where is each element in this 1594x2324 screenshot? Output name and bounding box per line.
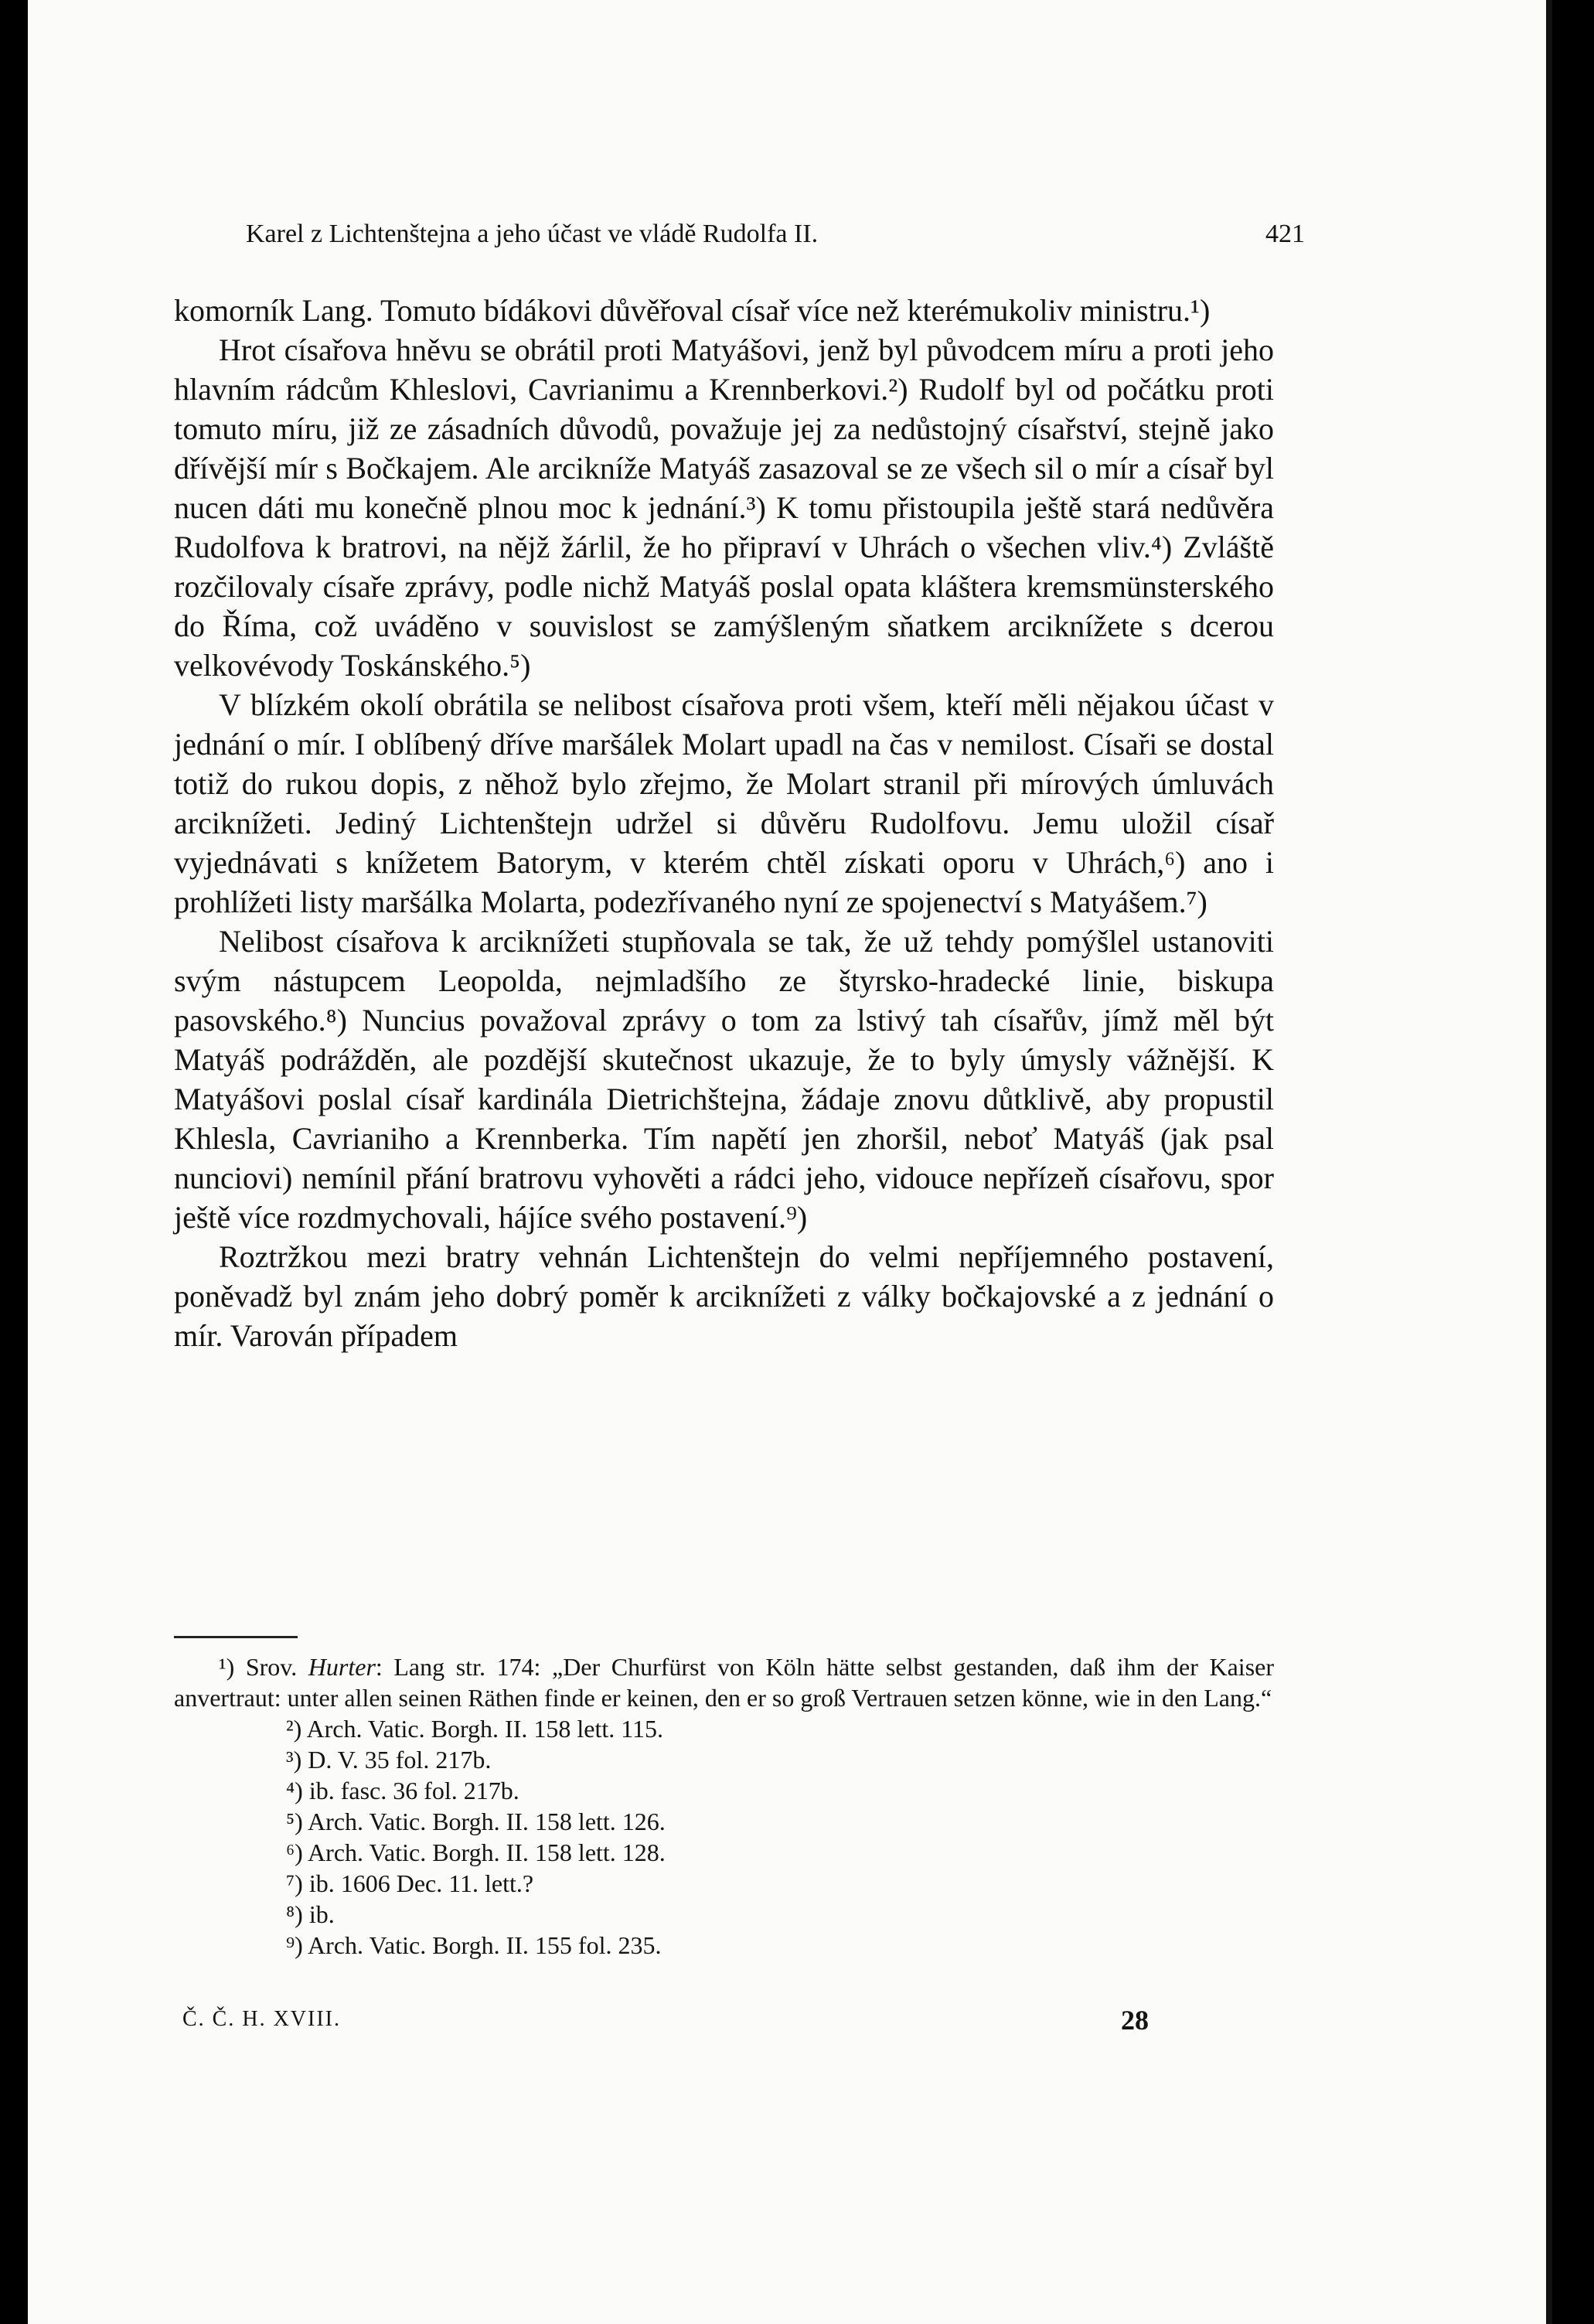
running-title: Karel z Lichtenštejna a jeho účast ve vládě Rudolfa II.	[246, 220, 819, 248]
main-text	[174, 291, 1274, 1355]
footnote-1-author: Hurter	[308, 1653, 376, 1681]
paragraph-5: Roztržkou mezi bratry vehnán Lichtenštejn do velmi nepříjemného postavení, poněvadž byl znám jeho dobrý poměr k arciknížeti z války bočkajovské a z jednání o mír. Varován případem	[174, 1239, 1274, 1353]
footnote-5: ⁵) Arch. Vatic. Borgh. II. 158 lett. 126.	[286, 1808, 666, 1835]
footnote-1-text: : Lang str. 174: „Der Churfürst von Köln hätte selbst gestanden, daß ihm der Kaiser anvertraut: unter allen seinen Räthen finde er keinen, den er so groß Vertrauen setzen könne, wie in den Lang.“	[174, 1653, 1275, 1712]
page-footer	[182, 2004, 1149, 2043]
footnote-8: ⁸) ib.	[286, 1900, 335, 1928]
footnote-9: ⁹) Arch. Vatic. Borgh. II. 155 fol. 235.	[286, 1931, 662, 1959]
footnote-rule	[174, 1636, 298, 1638]
running-header	[246, 220, 1305, 258]
paragraph-4: Nelibost císařova k arciknížeti stupňovala se tak, že už tehdy pomýšlel ustanoviti svým nástupcem Leopolda, nejmladšího ze štyrsko-hradecké linie, biskupa pasovského.⁸) Nuncius považoval zprávy o tom za lstivý tah císařův, jímž měl být Matyáš podrážděn, ale pozdější skutečnost ukazuje, že to byly úmysly vážnější. K Matyášovi poslal císař kardinála Dietrichštejna, žádaje znovu důtklivě, aby propustil Khlesla, Cavrianiho a Krennberka. Tím napětí jen zhoršil, neboť Matyáš (jak psal nunciovi) nemínil přání bratrovu vyhověti a rádci jeho, vidouce nepřízeň císařovu, spor ještě více rozdmychovali, hájíce svého postavení.⁹)	[174, 924, 1274, 1235]
paragraph-3: V blízkém okolí obrátila se nelibost císařova proti všem, kteří měli nějakou účast v jednání o mír. I oblíbený dříve maršálek Molart upadl na čas v nemilost. Císaři se dostal totiž do rukou dopis, z něhož bylo zřejmo, že Molart stranil při mírových úmluvách arciknížeti. Jediný Lichtenštejn udržel si důvěru Rudolfovu. Jemu uložil císař vyjednávati s knížetem Batorym, v kterém chtěl získati oporu v Uhrách,⁶) ano i prohlížeti listy maršálka Molarta, podezřívaného nyní ze spojenectví s Matyášem.⁷)	[174, 687, 1274, 919]
footnote-1	[174, 1651, 1274, 1713]
signature-mark: Č. Č. H. XVIII.	[182, 2007, 341, 2031]
sheet-number: 28	[1121, 2005, 1149, 2036]
footnote-3: ³) D. V. 35 fol. 217b.	[286, 1746, 492, 1774]
footnotes	[174, 1651, 1274, 1961]
page-edge-shadow	[1546, 0, 1552, 2324]
footnote-1-marker: ¹) Srov.	[219, 1653, 308, 1681]
paragraph-1: komorník Lang. Tomuto bídákovi důvěřoval císař více než kterémukoliv ministru.¹)	[174, 293, 1211, 328]
page-number: 421	[1265, 220, 1305, 248]
paragraph-2: Hrot císařova hněvu se obrátil proti Matyášovi, jenž byl původcem míru a proti jeho hlavním rádcům Khleslovi, Cavrianimu a Krennberkovi.²) Rudolf byl od počátku proti tomuto míru, již ze zásadních důvodů, považuje jej za nedůstojný císařství, stejně jako dřívější mír s Bočkajem. Ale arcikníže Matyáš zasazoval se ze všech sil o mír a císař byl nucen dáti mu konečně plnou moc k jednání.³) K tomu přistoupila ještě stará nedůvěra Rudolfova k bratrovi, na nějž žárlil, že ho připraví v Uhrách o všechen vliv.⁴) Zvláště rozčilovaly císaře zprávy, podle nichž Matyáš poslal opata kláštera kremsmünsterského do Říma, což uváděno v souvislost se zamýšleným sňatkem arciknížete s dcerou velkovévody Toskánského.⁵)	[174, 332, 1274, 683]
footnote-2: ²) Arch. Vatic. Borgh. II. 158 lett. 115.	[286, 1715, 664, 1743]
footnote-4: ⁴) ib. fasc. 36 fol. 217b.	[286, 1777, 519, 1804]
footnote-6: ⁶) Arch. Vatic. Borgh. II. 158 lett. 128.	[286, 1838, 666, 1866]
book-page	[28, 0, 1552, 2324]
footnote-7: ⁷) ib. 1606 Dec. 11. lett.?	[286, 1869, 534, 1897]
